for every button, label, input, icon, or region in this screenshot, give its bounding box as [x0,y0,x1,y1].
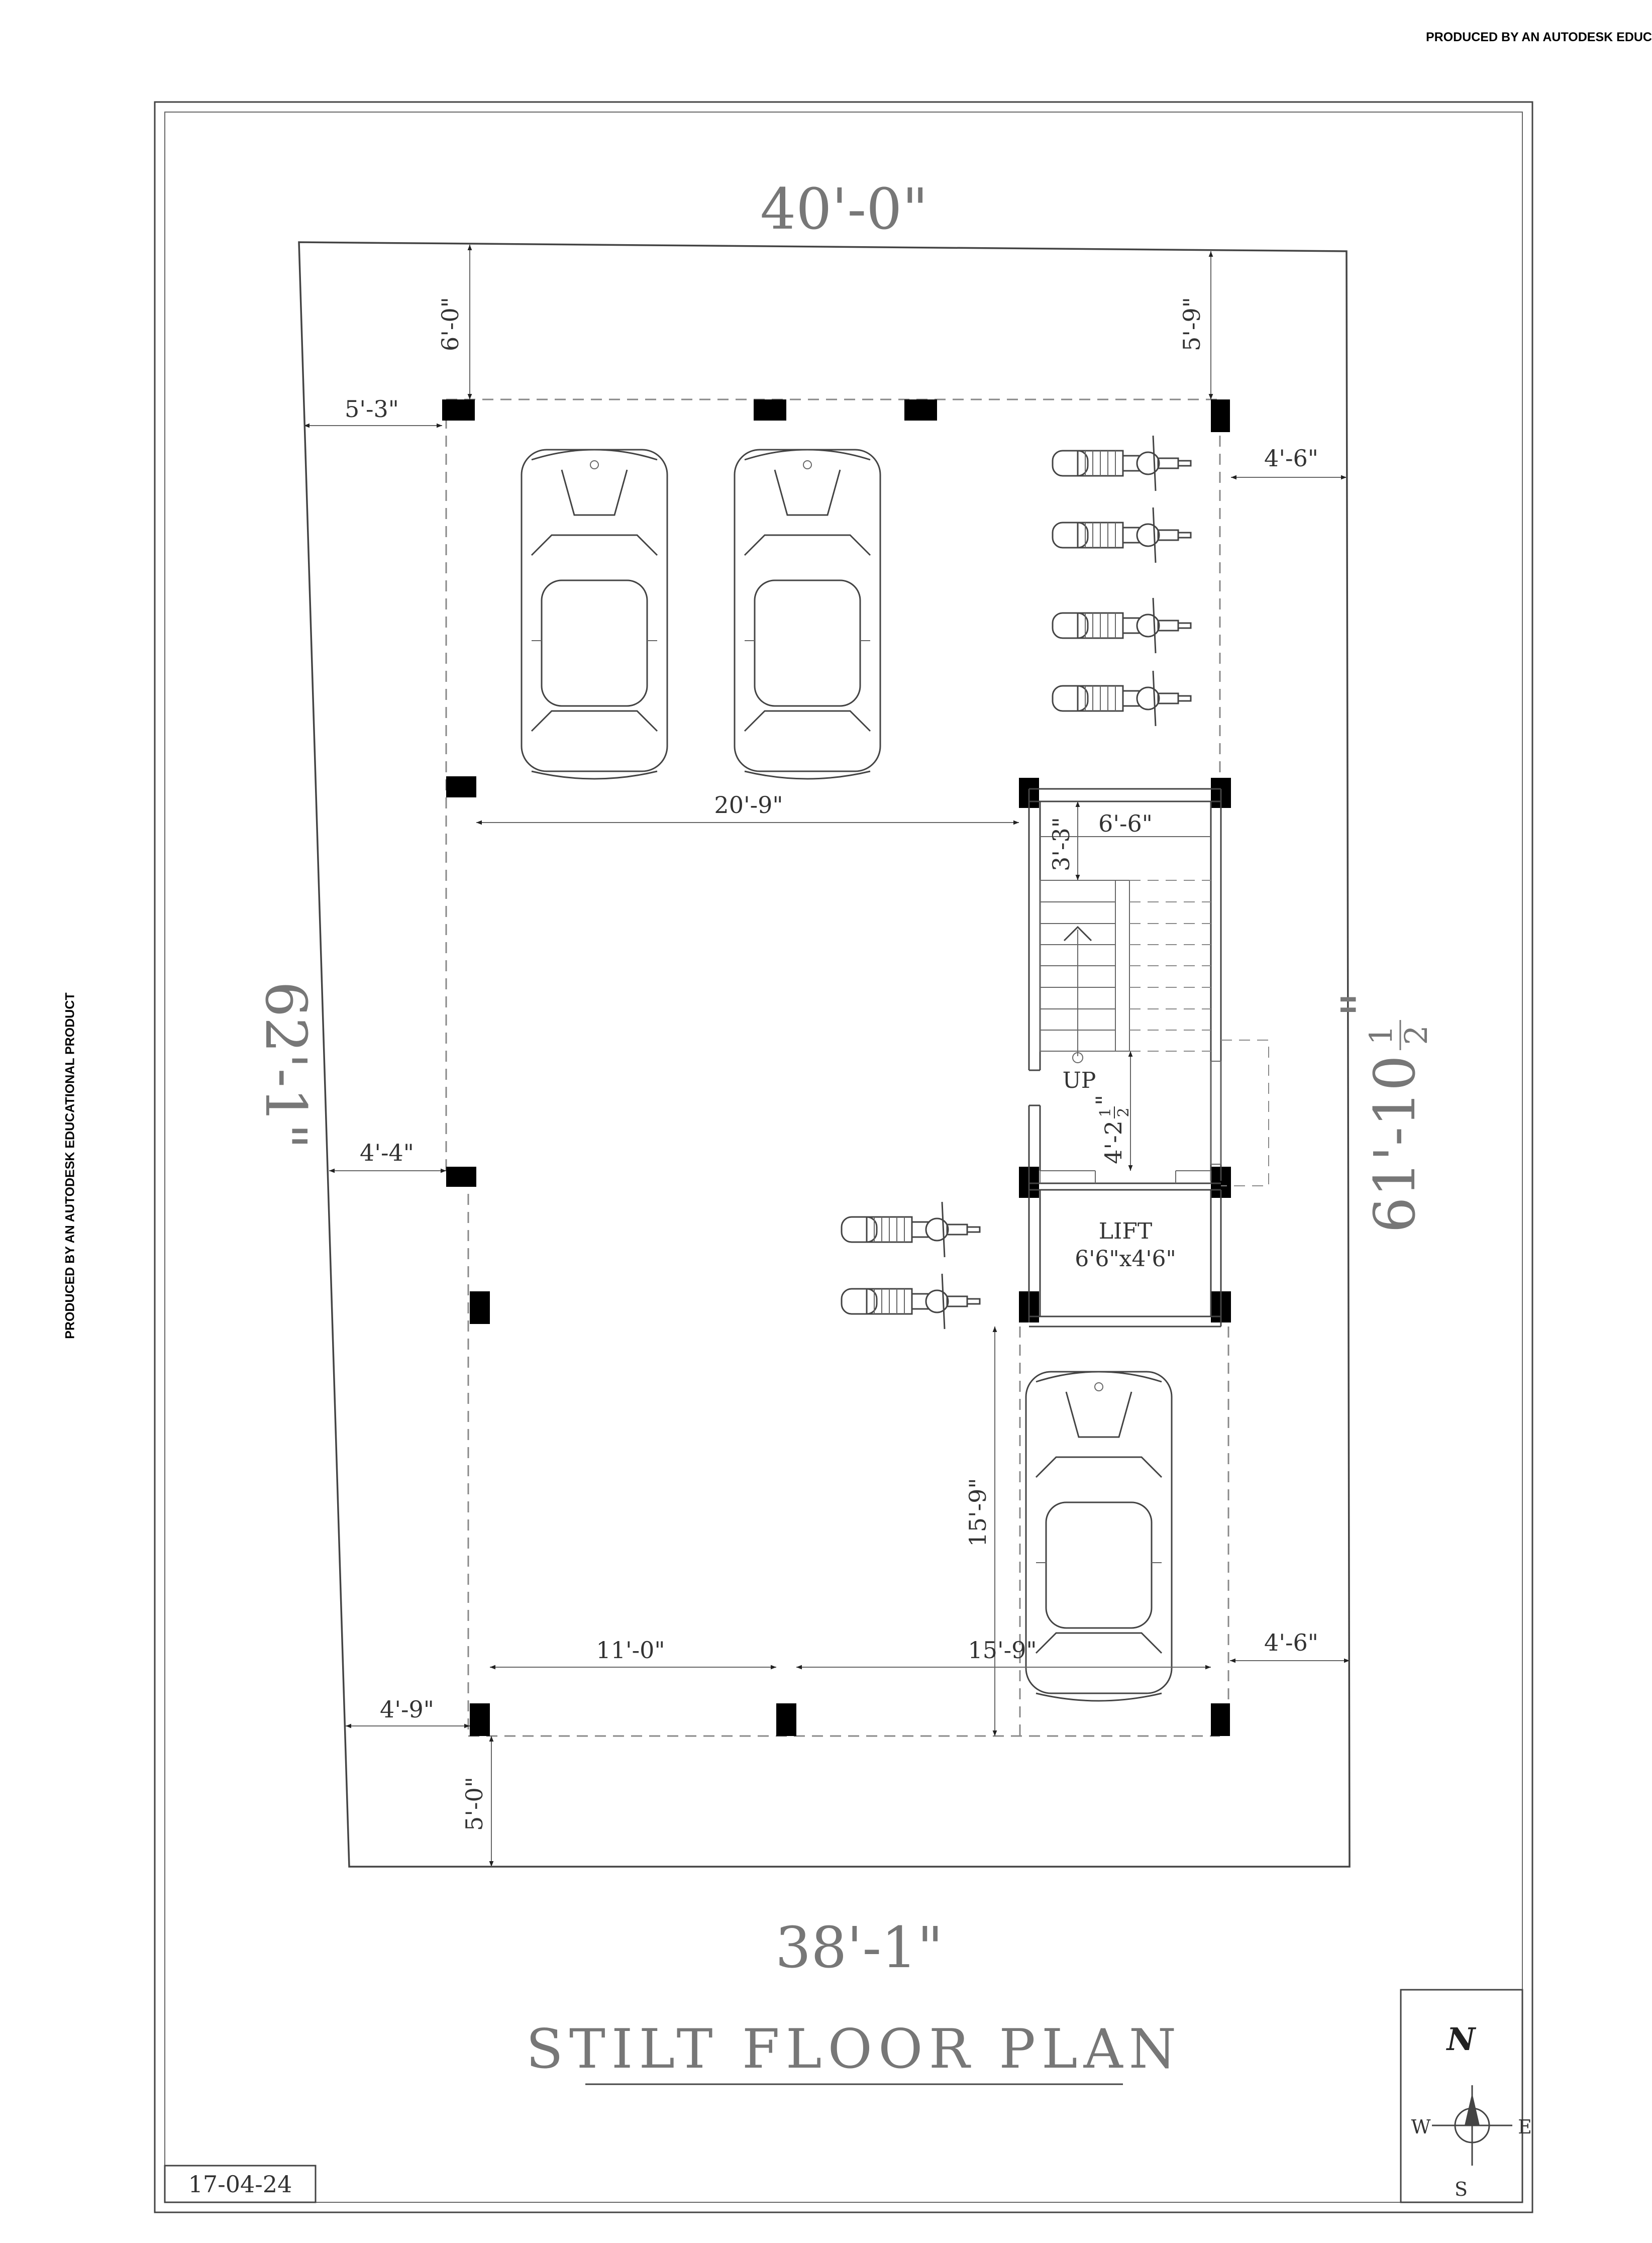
setback-front-left: 6'-0" [437,297,464,351]
parking-width-dimension: 20'-9" [714,791,783,819]
compass-north-label: N [1447,2021,1476,2058]
setback-front-right: 5'-9" [1178,297,1205,351]
drawing-title: STILT FLOOR PLAN [526,2018,1183,2081]
site-dimension-right-value: 61'-10 [1363,1055,1428,1233]
stair-bottom-inch: " [1091,1094,1118,1105]
bottom-left-span-dimension: 11'-0" [596,1637,665,1664]
watermark-top: PRODUCED BY AN AUTODESK EDUC [1425,30,1652,44]
site-dimension-right [1330,991,1434,1233]
stair-landing-dimension: 3'-3" [1048,817,1075,871]
site-boundary [299,242,1350,1867]
setback-side-top-left: 5'-3" [345,395,399,423]
car-bay-2 [735,450,880,779]
drawing-date: 17-04-24 [188,2171,292,2198]
setback-side-mid-left: 4'-4" [360,1139,414,1166]
site-dimension-top: 40'-0" [760,177,928,242]
bike-parking [842,436,1191,1329]
setback-side-top-right: 4'-6" [1264,445,1318,472]
stair-width-dimension: 6'-6" [1098,810,1153,837]
car-bay-depth-dimension: 15'-9" [964,1478,991,1547]
stair-bottom-dimension-value: 4'-2 [1100,1120,1127,1164]
building-outline [446,399,1228,1736]
stair-bottom-fraction-den: 2 [1115,1107,1132,1117]
setback-rear: 5'-0" [461,1777,488,1831]
structural-columns [442,399,1231,1736]
site-dimension-right-fraction-num: 1 [1363,1025,1399,1045]
lift-label: LIFT [1098,1218,1153,1244]
lift-size-label: 6'6"x4'6" [1075,1246,1176,1272]
setback-side-bottom-left: 4'-9" [380,1696,434,1723]
stair-up-label: UP [1062,1068,1096,1093]
dimension-lines [304,245,1350,1867]
bottom-right-span-dimension: 15'-9" [968,1637,1037,1664]
site-dimension-right-inch: " [1330,991,1395,1017]
car-bay-1 [522,450,667,779]
site-dimension-left: 62'-1" [253,981,318,1149]
car-bay-3 [1026,1372,1172,1701]
compass-east-label: E [1518,2116,1532,2138]
date-box [165,2166,316,2202]
compass-west-label: W [1411,2116,1431,2138]
north-compass [1401,1990,1532,2202]
setback-side-bottom-right: 4'-6" [1264,1629,1318,1656]
watermark-side: PRODUCED BY AN AUTODESK EDUCATIONAL PRODUCT [63,992,77,1339]
stair-bottom-dimension [1091,1095,1132,1164]
stair-bottom-fraction-num: 1 [1097,1107,1114,1117]
compass-south-label: S [1454,2178,1468,2200]
site-dimension-right-fraction-den: 2 [1398,1025,1434,1045]
site-dimension-bottom: 38'-1" [775,1915,943,1981]
